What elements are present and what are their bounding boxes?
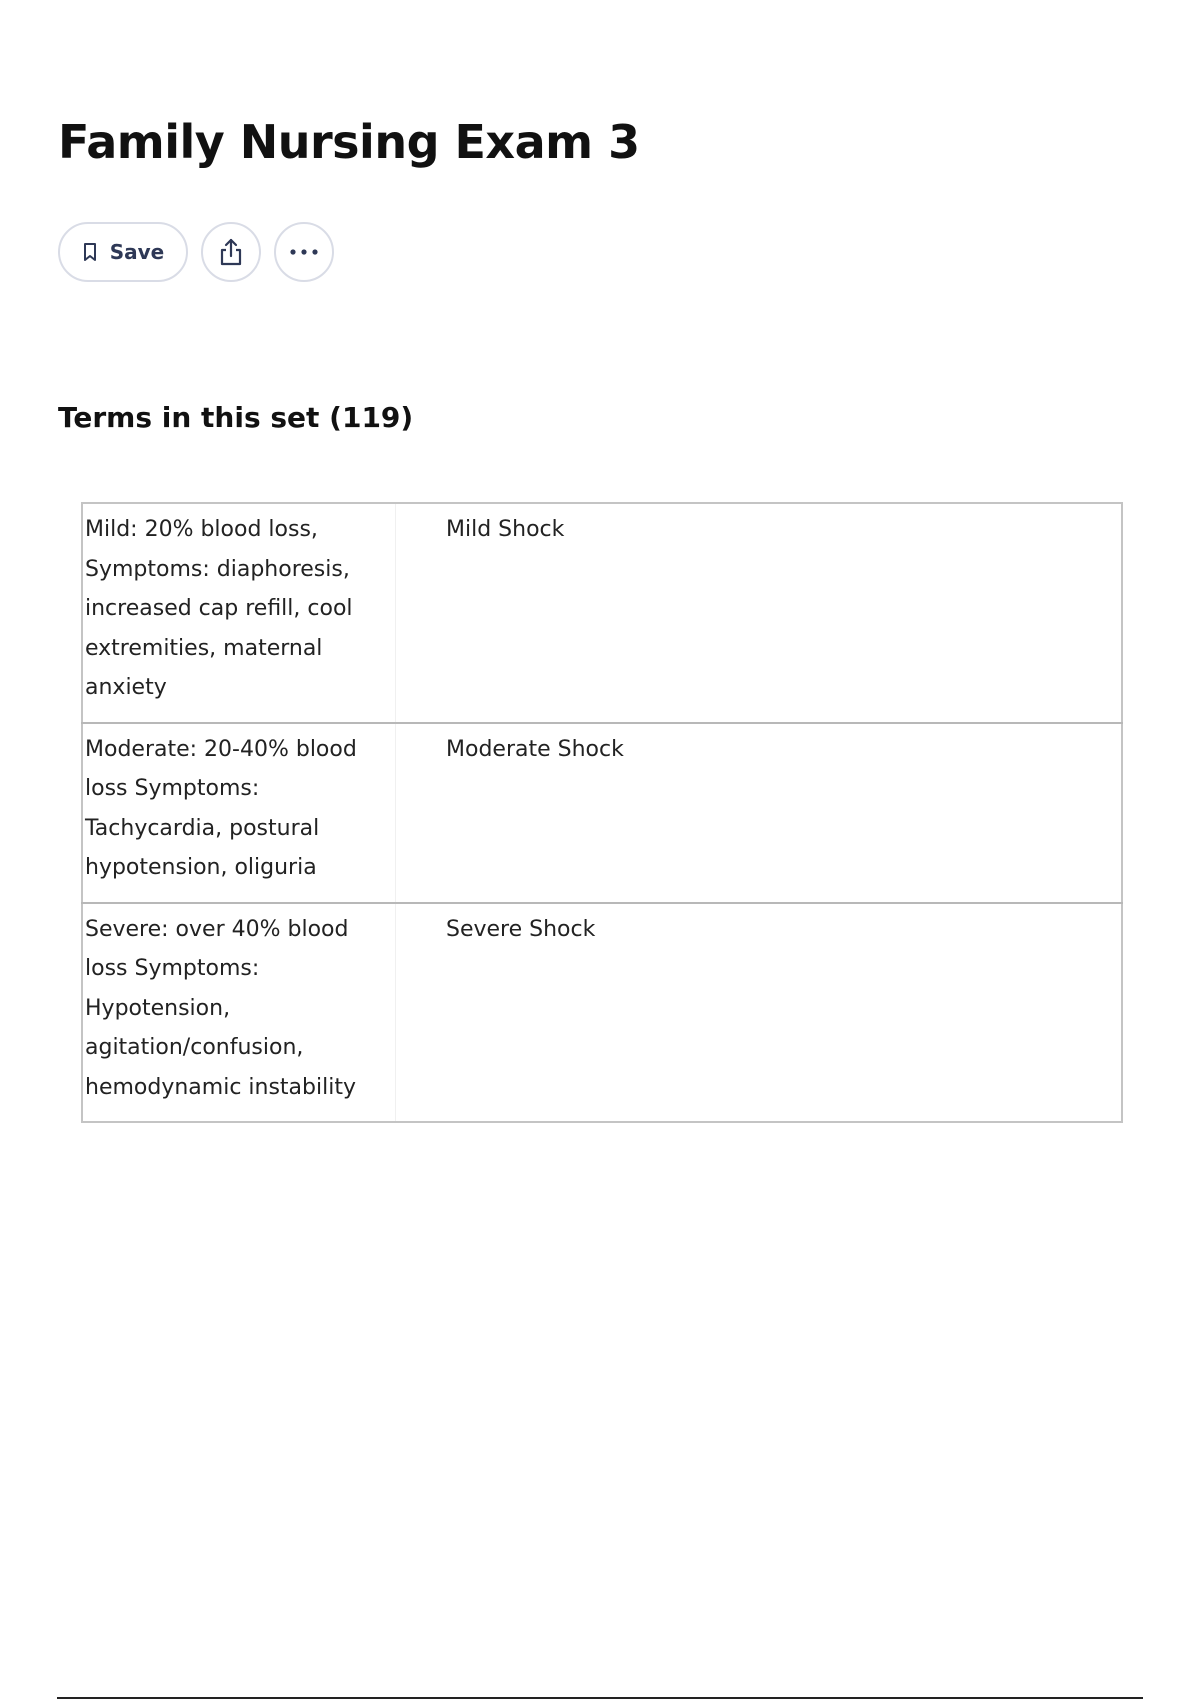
term-row	[82, 503, 1122, 723]
bookmark-icon	[82, 242, 98, 262]
term-row	[82, 903, 1122, 1123]
save-button-label: Save	[109, 240, 165, 264]
definition-text: Moderate Shock	[446, 736, 624, 762]
term-text: Severe: over 40% blood loss Symptoms: Hypotension, agitation/confusion, hemodynamic instability	[82, 903, 396, 1123]
share-icon	[218, 237, 244, 267]
save-button[interactable]	[58, 222, 188, 282]
terms-table	[81, 502, 1123, 1123]
share-button[interactable]	[201, 222, 261, 282]
toolbar	[58, 222, 334, 282]
definition-text: Mild Shock	[446, 517, 565, 542]
bottom-divider	[57, 1697, 1143, 1699]
term-text: Mild: 20% blood loss, Symptoms: diaphoresis, increased cap refill, cool extremities, maternal anxiety	[82, 503, 396, 723]
more-horizontal-icon	[289, 248, 319, 256]
definition-text: Severe Shock	[446, 916, 596, 942]
term-row	[82, 723, 1122, 903]
page-title: Family Nursing Exam 3	[58, 115, 640, 169]
more-options-button[interactable]	[274, 222, 334, 282]
term-text: Moderate: 20-40% blood loss Symptoms: Tachycardia, postural hypotension, oliguria	[82, 723, 396, 903]
terms-section-heading: Terms in this set (119)	[58, 401, 414, 434]
